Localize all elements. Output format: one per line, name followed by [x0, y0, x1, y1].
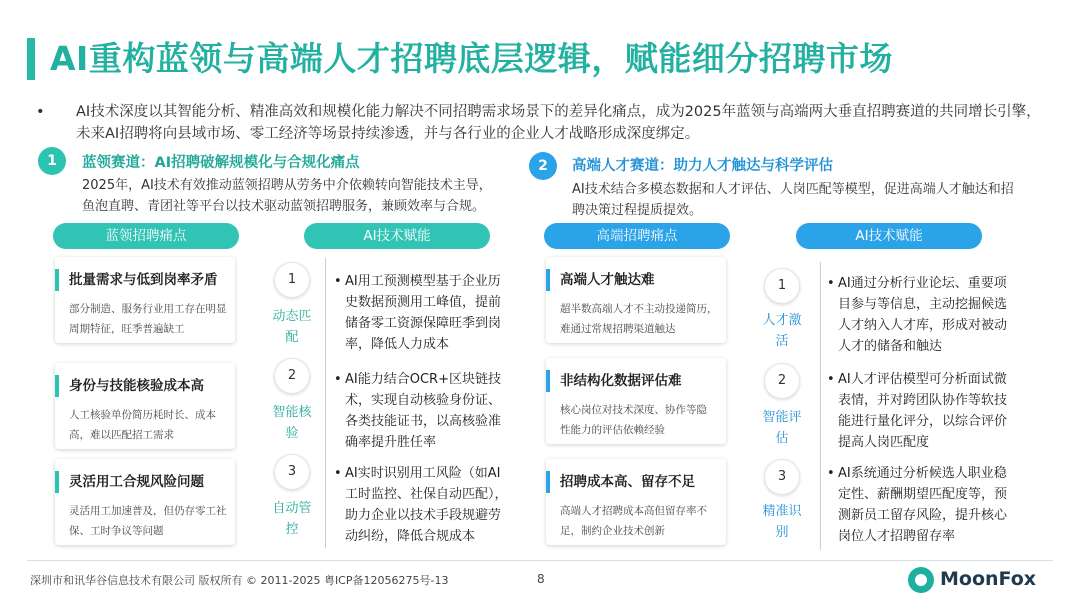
left-pain-card-2	[55, 363, 235, 449]
step-number: 3	[764, 459, 800, 495]
card-accent-bar	[55, 269, 59, 291]
solution-text: AI实时识别用工风险（如AI工时监控、社保自动匹配），助力企业以技术手段规避劳动纠纷，降低合规成本	[345, 466, 508, 544]
step-label: 智能评估	[762, 410, 802, 446]
right-section-title: 高端人才赛道：助力人才触达与科学评估	[572, 158, 833, 174]
moonfox-logo-icon	[908, 567, 934, 593]
intro-paragraph	[36, 101, 1046, 145]
intro-text: AI技术深度以其智能分析、精准高效和规模化能力解决不同招聘需求场景下的差异化痛点，成为2025年蓝领与高端两大垂直招聘赛道的共同增长引擎，未来AI招聘将向县域市场、零工经济等场景持续渗透，并与各行业的企业人才战略形成深度绑定。	[76, 104, 1041, 142]
left-solution-1: • AI用工预测模型基于企业历史数据预测用工峰值，提前储备零工资源保障旺季到岗率，降低人力成本	[334, 274, 502, 352]
right-pain-card-2	[546, 358, 726, 444]
card-accent-bar	[55, 471, 59, 493]
step-number: 2	[274, 358, 310, 394]
card-accent-bar	[55, 375, 59, 397]
page-title: AI重构蓝领与高端人才招聘底层逻辑，赋能细分招聘市场	[50, 39, 893, 78]
left-pain-header: 蓝领招聘痛点	[53, 223, 239, 249]
card-accent-bar	[546, 269, 550, 291]
right-solution-1: • AI通过分析行业论坛、重要项目参与等信息，主动挖掘候选人才纳入人才库，形成对被动人才的储备和触达	[827, 276, 1008, 354]
pain-desc: 超半数高端人才不主动投递简历，难通过常规招聘渠道触达	[560, 303, 718, 335]
pain-title: 招聘成本高、留存不足	[560, 474, 695, 490]
left-pain-card-1	[55, 257, 235, 343]
step-label: 智能核验	[272, 405, 312, 441]
solution-text: AI通过分析行业论坛、重要项目参与等信息，主动挖掘候选人才纳入人才库，形成对被动人才的储备和触达	[838, 276, 1008, 354]
left-divider-line	[325, 258, 326, 548]
card-accent-bar	[546, 471, 550, 493]
pain-desc: 灵活用工加速普及，但仍存零工社保、工时争议等问题	[69, 505, 227, 537]
pain-desc: 人工核验单份简历耗时长、成本高，难以匹配招工需求	[69, 409, 216, 441]
page-number: 8	[537, 572, 545, 586]
card-accent-bar	[546, 370, 550, 392]
right-ai-header: AI技术赋能	[796, 223, 982, 249]
step-label: 动态匹配	[272, 309, 312, 345]
pain-title: 批量需求与低到岗率矛盾	[69, 272, 218, 288]
pain-desc: 高端人才招聘成本高但留存率不足，制约企业技术创新	[560, 505, 707, 537]
solution-text: AI人才评估模型可分析面试微表情，并对跨团队协作等软技能进行量化评分，以综合评价提高人岗匹配度	[838, 372, 1008, 450]
solution-text: AI能力结合OCR+区块链技术，实现自动核验身份证、各类技能证书，以高核验准确率提升胜任率	[345, 372, 502, 450]
right-solution-2: • AI人才评估模型可分析面试微表情，并对跨团队协作等软技能进行量化评分，以综合评价提高人岗匹配度	[827, 372, 1008, 450]
step-label: 人才激活	[762, 313, 802, 349]
footer-copyright: 深圳市和讯华谷信息技术有限公司 版权所有 © 2011-2025 粤ICP备12056275号-13	[30, 574, 449, 587]
pain-desc: 核心岗位对技术深度、协作等隐性能力的评估依赖经验	[560, 404, 707, 436]
step-label: 自动管控	[272, 501, 312, 537]
left-ai-header: AI技术赋能	[304, 223, 490, 249]
logo-text: MoonFox	[940, 568, 1037, 590]
left-section-title: 蓝领赛道：AI招聘破解规模化与合规化痛点	[82, 155, 360, 171]
left-section-number: 1	[38, 147, 66, 175]
step-label: 精准识别	[762, 504, 802, 540]
right-pain-card-3	[546, 459, 726, 545]
intro-bullet: •	[36, 104, 45, 120]
solution-text: AI系统通过分析候选人职业稳定性、薪酬期望匹配度等，预测新员工留存风险，提升核心岗位人才招聘留存率	[838, 466, 1008, 544]
step-number: 2	[764, 363, 800, 399]
pain-title: 非结构化数据评估难	[560, 373, 682, 389]
pain-title: 身份与技能核验成本高	[69, 378, 204, 394]
left-solution-3: • AI实时识别用工风险（如AI工时监控、社保自动匹配），助力企业以技术手段规避劳动纠纷，降低合规成本	[334, 466, 508, 544]
left-solution-2: • AI能力结合OCR+区块链技术，实现自动核验身份证、各类技能证书，以高核验准确率提升胜任率	[334, 372, 502, 450]
left-pain-card-3	[55, 459, 235, 545]
right-solution-3: • AI系统通过分析候选人职业稳定性、薪酬期望匹配度等，预测新员工留存风险，提升核心岗位人才招聘留存率	[827, 466, 1008, 544]
step-number: 1	[764, 268, 800, 304]
right-section-desc: AI技术结合多模态数据和人才评估、人岗匹配等模型，促进高端人才触达和招聘决策过程提质提效。	[572, 182, 1014, 218]
pain-title: 高端人才触达难	[560, 272, 655, 288]
right-section-number: 2	[529, 152, 557, 180]
step-number: 3	[274, 454, 310, 490]
right-divider-line	[820, 262, 821, 550]
step-number: 1	[274, 262, 310, 298]
footer-divider	[27, 560, 1053, 561]
pain-title: 灵活用工合规风险问题	[69, 474, 204, 490]
right-pain-header: 高端招聘痛点	[544, 223, 730, 249]
solution-text: AI用工预测模型基于企业历史数据预测用工峰值，提前储备零工资源保障旺季到岗率，降低人力成本	[345, 274, 502, 352]
title-accent-bar	[27, 38, 35, 80]
pain-desc: 部分制造、服务行业用工存在明显周期特征，旺季普遍缺工	[69, 303, 227, 335]
right-pain-card-1	[546, 257, 726, 343]
left-section-desc: 2025年，AI技术有效推动蓝领招聘从劳务中介依赖转向智能技术主导，鱼泡直聘、青团社等平台以技术驱动蓝领招聘服务，兼顾效率与合规。	[82, 178, 492, 214]
